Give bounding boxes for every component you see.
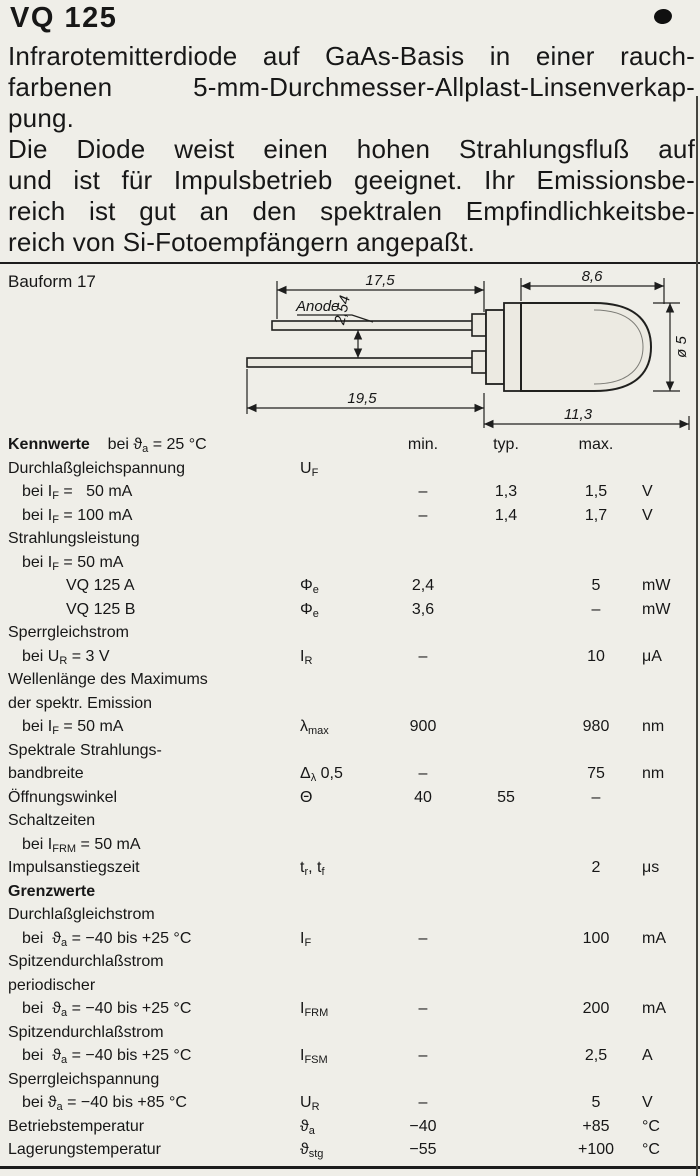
param-name: Betriebstemperatur xyxy=(8,1117,145,1135)
page-title: VQ 125 xyxy=(10,2,118,34)
param-name: VQ 125 B xyxy=(66,600,136,618)
table-row xyxy=(8,433,696,457)
max-value xyxy=(550,950,642,974)
min-value: 40 xyxy=(414,788,432,806)
min-value xyxy=(384,1021,462,1045)
typ-value xyxy=(462,1021,550,1045)
typ-value: 1,3 xyxy=(494,483,518,500)
param-name: Strahlungsleistung xyxy=(8,530,140,547)
typ-value xyxy=(462,668,550,692)
scan-edge xyxy=(696,96,698,1176)
param-name: bei $U_R = 3$ V xyxy=(22,647,110,667)
max-value xyxy=(550,551,642,575)
dim-11-3: 11,3 xyxy=(563,406,593,423)
typ-value xyxy=(462,903,550,927)
typ-value xyxy=(462,551,550,575)
min-value xyxy=(384,903,462,927)
symbol xyxy=(300,950,384,974)
intro-line: und ist für Impulsbetrieb geeignet. Ihr Emissionsbe- xyxy=(8,165,695,195)
unit xyxy=(642,433,688,457)
table-row xyxy=(8,762,696,786)
symbol: $ϑ_a$ xyxy=(300,1117,315,1137)
max-value xyxy=(550,833,642,857)
max-value xyxy=(550,809,642,833)
symbol xyxy=(300,527,384,551)
typ-value xyxy=(462,856,550,880)
symbol: $\Delta_\lambda$ 0,5 xyxy=(300,765,343,784)
unit xyxy=(642,551,688,575)
symbol: $I_{FSM}$ xyxy=(300,1047,328,1066)
param-name: periodischer xyxy=(8,976,96,994)
unit: nm xyxy=(642,765,665,782)
typ-value xyxy=(462,1138,550,1162)
param-name: bei $ϑ_a = -40$ bis +85 °C xyxy=(22,1094,187,1113)
package-drawing xyxy=(0,266,700,442)
unit xyxy=(642,1021,688,1045)
symbol xyxy=(300,621,384,645)
max-value: max. xyxy=(578,436,614,453)
unit xyxy=(642,809,688,833)
min-value xyxy=(384,739,462,763)
param-name: Durchlaßgleichspannung xyxy=(8,459,185,477)
min-value xyxy=(384,974,462,998)
typ-value xyxy=(462,739,550,763)
table-row xyxy=(8,927,696,951)
lens-body xyxy=(521,303,651,391)
param-name: Sperrgleichspannung xyxy=(8,1070,160,1088)
dim-2-54: 2,54 xyxy=(331,294,354,327)
unit: mW xyxy=(642,577,671,594)
min-value: −40 xyxy=(409,1117,437,1135)
min-value: 3,6 xyxy=(411,600,435,618)
param-name: Sperrgleichstrom xyxy=(8,624,129,641)
max-value: – xyxy=(591,788,601,806)
unit xyxy=(642,1068,688,1092)
max-value xyxy=(550,974,642,998)
min-value: – xyxy=(418,1047,428,1064)
unit: nm xyxy=(642,718,665,735)
max-value: 980 xyxy=(582,718,610,735)
param-name: Spektrale Strahlungs- xyxy=(8,741,162,759)
unit: °C xyxy=(642,1117,660,1135)
max-value: 10 xyxy=(587,647,605,665)
min-value: – xyxy=(418,647,428,665)
max-value xyxy=(550,880,642,904)
max-value xyxy=(550,1021,642,1045)
table-row xyxy=(8,1138,696,1162)
typ-value xyxy=(462,621,550,645)
symbol: $\Phi_e$ xyxy=(300,600,319,620)
symbol: $U_F$ xyxy=(300,459,319,479)
unit: μs xyxy=(642,859,660,876)
lead-tab xyxy=(472,314,486,336)
max-value xyxy=(550,621,642,645)
min-value: – xyxy=(418,506,428,524)
min-value xyxy=(384,621,462,645)
typ-value xyxy=(462,527,550,551)
min-value xyxy=(384,950,462,974)
symbol: $U_R$ xyxy=(300,1094,320,1113)
param-name: bandbreite xyxy=(8,765,84,782)
max-value: +100 xyxy=(577,1141,615,1158)
table-row xyxy=(8,598,696,622)
max-value: – xyxy=(591,600,601,618)
param-name: Kennwerte bei $ϑ_a = 25$ °C xyxy=(8,436,207,455)
typ-value xyxy=(462,950,550,974)
min-value: – xyxy=(418,483,428,500)
param-name: VQ 125 A xyxy=(66,577,135,594)
max-value xyxy=(550,668,642,692)
min-value xyxy=(384,1068,462,1092)
table-row xyxy=(8,739,696,763)
intro-line: reich ist gut an den spektralen Empfindlichkeitsbe- xyxy=(8,196,695,226)
symbol: $t_r$, $t_f$ xyxy=(300,859,325,878)
unit: A xyxy=(642,1047,653,1064)
param-name: Impulsanstiegszeit xyxy=(8,859,140,876)
symbol xyxy=(300,480,384,504)
symbol xyxy=(300,433,384,457)
symbol xyxy=(300,1021,384,1045)
symbol xyxy=(300,504,384,528)
typ-value xyxy=(462,715,550,739)
spec-table xyxy=(8,433,696,1162)
typ-value xyxy=(462,457,550,481)
param-name: Schaltzeiten xyxy=(8,812,96,829)
param-name: Durchlaßgleichstrom xyxy=(8,906,155,923)
dim-19-5: 19,5 xyxy=(347,390,377,407)
typ-value xyxy=(462,692,550,716)
param-name: Spitzendurchlaßstrom xyxy=(8,953,164,970)
min-value: – xyxy=(418,929,428,947)
max-value: 2 xyxy=(591,859,601,876)
anode-label: Anode xyxy=(296,298,340,315)
param-name: Lagerungstemperatur xyxy=(8,1141,161,1158)
symbol: $ϑ_{stg}$ xyxy=(300,1141,324,1160)
unit: mA xyxy=(642,1000,666,1017)
typ-value: 55 xyxy=(497,788,515,806)
dim-8-6: 8,6 xyxy=(581,268,603,285)
min-value: 900 xyxy=(409,718,437,735)
typ-value xyxy=(462,1044,550,1068)
anode-lead xyxy=(272,321,486,330)
min-value: −55 xyxy=(409,1141,437,1158)
typ-value: typ. xyxy=(493,436,519,453)
table-row xyxy=(8,480,696,504)
symbol xyxy=(300,833,384,857)
max-value: 1,7 xyxy=(584,506,608,524)
symbol xyxy=(300,692,384,716)
typ-value xyxy=(462,574,550,598)
typ-value xyxy=(462,1115,550,1139)
unit: V xyxy=(642,506,653,524)
min-value xyxy=(384,692,462,716)
symbol: $\lambda_{max}$ xyxy=(300,718,329,737)
table-row xyxy=(8,668,696,692)
dim-17-5: 17,5 xyxy=(365,272,395,289)
symbol xyxy=(300,903,384,927)
max-value: 200 xyxy=(582,1000,610,1017)
table-row xyxy=(8,833,696,857)
unit: μA xyxy=(642,647,662,665)
min-value xyxy=(384,551,462,575)
typ-value xyxy=(462,645,550,669)
table-row xyxy=(8,457,696,481)
param-name: der spektr. Emission xyxy=(8,694,153,712)
package-flange xyxy=(504,303,521,391)
table-row xyxy=(8,809,696,833)
symbol: $I_{FRM}$ xyxy=(300,1000,329,1019)
table-row xyxy=(8,856,696,880)
table-row xyxy=(8,903,696,927)
table-row xyxy=(8,1021,696,1045)
symbol xyxy=(300,1068,384,1092)
table-row xyxy=(8,1068,696,1092)
typ-value xyxy=(462,1068,550,1092)
cathode-lead xyxy=(247,358,486,367)
max-value: 5 xyxy=(591,577,601,594)
min-value: – xyxy=(418,1000,428,1017)
section-divider xyxy=(0,262,700,264)
param-name: Spitzendurchlaßstrom xyxy=(8,1023,164,1041)
intro-line: farbenen 5-mm-Durchmesser-Allplast-Linsenverkap- xyxy=(8,72,695,102)
max-value xyxy=(550,692,642,716)
min-value: – xyxy=(418,1094,428,1111)
unit xyxy=(642,974,688,998)
table-row xyxy=(8,692,696,716)
min-value: – xyxy=(418,765,428,782)
table-row xyxy=(8,880,696,904)
max-value: 75 xyxy=(587,765,605,782)
symbol xyxy=(300,880,384,904)
unit: mW xyxy=(642,600,671,618)
symbol xyxy=(300,809,384,833)
table-row xyxy=(8,574,696,598)
unit xyxy=(642,903,688,927)
param-name: bei $ϑ_a = -40$ bis +25 °C xyxy=(22,929,192,949)
intro-text xyxy=(8,41,695,258)
unit xyxy=(642,880,688,904)
unit xyxy=(642,621,688,645)
max-value xyxy=(550,457,642,481)
corner-dot xyxy=(653,8,673,25)
typ-value xyxy=(462,809,550,833)
symbol xyxy=(300,668,384,692)
unit xyxy=(642,457,688,481)
table-row xyxy=(8,1115,696,1139)
lead-tab xyxy=(472,351,486,373)
param-name: bei $I_F = 50$ mA xyxy=(22,718,124,737)
symbol xyxy=(300,739,384,763)
min-value xyxy=(384,457,462,481)
table-row xyxy=(8,950,696,974)
param-name: bei $I_F = 50$ mA xyxy=(22,483,133,502)
intro-line: Infrarotemitterdiode auf GaAs-Basis in einer rauch- xyxy=(8,41,695,71)
table-row xyxy=(8,715,696,739)
unit: V xyxy=(642,483,653,500)
param-name: Wellenlänge des Maximums xyxy=(8,671,208,688)
table-row xyxy=(8,645,696,669)
intro-line: reich von Si-Fotoempfängern angepaßt. xyxy=(8,227,475,257)
min-value xyxy=(384,880,462,904)
bottom-rule xyxy=(0,1166,700,1169)
bauform-label: Bauform 17 xyxy=(8,272,96,291)
table-row xyxy=(8,1044,696,1068)
param-name: bei $ϑ_a = -40$ bis +25 °C xyxy=(22,1047,192,1066)
unit: mA xyxy=(642,929,666,947)
min-value xyxy=(384,527,462,551)
max-value: +85 xyxy=(582,1117,610,1135)
param-name: bei $I_F = 50$ mA xyxy=(22,553,124,573)
min-value: min. xyxy=(407,436,439,453)
typ-value xyxy=(462,997,550,1021)
led-outline xyxy=(247,303,651,391)
max-value: 1,5 xyxy=(584,483,608,500)
table-row xyxy=(8,1091,696,1115)
table-row xyxy=(8,974,696,998)
param-name: bei $I_F = 100$ mA xyxy=(22,506,133,526)
typ-value xyxy=(462,762,550,786)
unit: °C xyxy=(642,1141,660,1158)
param-name: bei $I_{FRM} = 50$ mA xyxy=(22,835,141,855)
table-row xyxy=(8,997,696,1021)
typ-value: 1,4 xyxy=(494,506,518,524)
max-value: 100 xyxy=(582,929,610,947)
max-value xyxy=(550,739,642,763)
unit xyxy=(642,786,688,810)
min-value xyxy=(384,668,462,692)
param-name: bei $ϑ_a = -40$ bis +25 °C xyxy=(22,1000,192,1019)
typ-value xyxy=(462,598,550,622)
min-value xyxy=(384,809,462,833)
table-row xyxy=(8,504,696,528)
symbol xyxy=(300,974,384,998)
unit xyxy=(642,668,688,692)
min-value xyxy=(384,856,462,880)
unit xyxy=(642,527,688,551)
typ-value xyxy=(462,880,550,904)
intro-line: pung. xyxy=(8,103,75,133)
max-value xyxy=(550,527,642,551)
min-value xyxy=(384,833,462,857)
typ-value xyxy=(462,974,550,998)
unit xyxy=(642,739,688,763)
typ-value xyxy=(462,927,550,951)
symbol: $I_F$ xyxy=(300,929,312,949)
symbol: $\Phi_e$ xyxy=(300,577,319,596)
unit xyxy=(642,692,688,716)
unit xyxy=(642,833,688,857)
symbol xyxy=(300,551,384,575)
unit: V xyxy=(642,1094,653,1111)
max-value xyxy=(550,903,642,927)
intro-line: Die Diode weist einen hohen Strahlungsfluß auf xyxy=(8,134,695,164)
package-seat xyxy=(486,310,504,384)
table-row xyxy=(8,527,696,551)
dim-diameter: ø 5 xyxy=(673,336,690,358)
typ-value xyxy=(462,1091,550,1115)
max-value: 2,5 xyxy=(584,1047,608,1064)
typ-value xyxy=(462,833,550,857)
table-row xyxy=(8,551,696,575)
max-value xyxy=(550,1068,642,1092)
param-name: Öffnungswinkel xyxy=(8,788,118,806)
min-value: 2,4 xyxy=(411,577,435,594)
table-row xyxy=(8,621,696,645)
symbol: Θ xyxy=(300,788,313,806)
unit xyxy=(642,950,688,974)
symbol: $I_R$ xyxy=(300,647,313,667)
max-value: 5 xyxy=(591,1094,601,1111)
param-name: Grenzwerte xyxy=(8,882,96,900)
table-row xyxy=(8,786,696,810)
